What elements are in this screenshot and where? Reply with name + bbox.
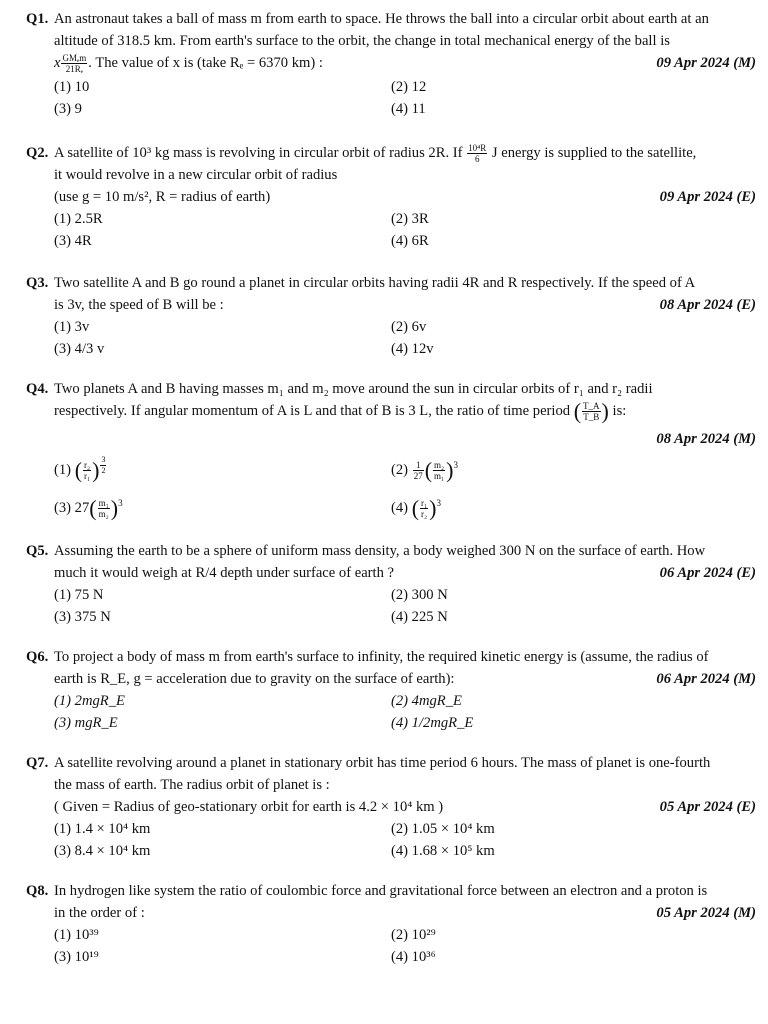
question-2 [26,142,756,252]
exam-date: 08 Apr 2024 (M) [656,431,756,447]
option-3[interactable]: (3) 8.4 × 10⁴ km [54,843,151,859]
exam-date: 09 Apr 2024 (M) [656,55,756,71]
fraction: $\frac{\text{GMₑm}}{\text{21Rₑ}}$ [62,53,87,75]
option-1[interactable]: (1) ( $\frac{\text{r₂}}{\text{r₁}}$ ) $^{\frac{3}{2}}$ [54,455,106,483]
option-1[interactable]: (1) 10 [54,79,90,95]
fraction: $\frac{T\_A}{T\_B}$ [583,401,600,423]
option-2[interactable]: (2) 10²⁹ [391,927,436,943]
option-2[interactable]: (2) 4mgR_E [391,693,462,709]
question-text: is 3v, the speed of B will be : [54,297,224,313]
question-text: Two satellite A and B go round a planet in circular orbits having radii 4R and R respectively. If the speed of A [54,275,696,291]
options [54,584,756,628]
option-2[interactable]: (2) 300 N [391,587,448,603]
question-text: To project a body of mass m from earth's surface to infinity, the required kinetic energy is (assume, the radius of [54,649,709,665]
options [54,924,756,970]
options [54,316,756,362]
question-text: In hydrogen like system the ratio of coulombic force and gravitational force between an electron and a proton is [54,883,708,899]
exam-date: 09 Apr 2024 (E) [659,189,756,206]
option-4[interactable]: (4) 10³⁶ [391,949,436,965]
question-text: earth is R_E, g = acceleration due to gravity on the surface of earth): [54,671,455,687]
options [54,690,756,736]
question-text: in the order of : [54,905,145,921]
exam-date: 06 Apr 2024 (E) [659,565,756,581]
option-1[interactable]: (1) 2mgR_E [54,693,125,709]
question-text: A satellite of 10³ kg mass is revolving in circular orbit of radius 2R. If [54,145,463,161]
option-3[interactable]: (3) mgR_E [54,715,118,731]
options [54,208,756,252]
question-text: Assuming the earth to be a sphere of uniform mass density, a body weighed 300 N on the surface of earth. How [54,543,706,559]
fraction: $\frac{\text{10⁴R}}{6}$ [468,143,487,165]
question-text: ( Given = Radius of geo-stationary orbit for earth is 4.2 × 10⁴ km ) [54,799,444,815]
question-6 [26,646,756,736]
question-number: Q8. [26,883,49,899]
option-3[interactable]: (3) 27( $\frac{\text{m₁}}{\text{m₂}}$ )$^3$ [54,495,123,521]
option-1[interactable]: (1) 1.4 × 10⁴ km [54,821,151,837]
option-2[interactable]: (2) 1.05 × 10⁴ km [391,821,495,837]
option-2[interactable]: (2) 3R [391,211,429,228]
question-8 [26,880,756,970]
option-3[interactable]: (3) 4R [54,233,92,250]
option-3[interactable]: (3) 4/3 v [54,341,105,357]
option-3[interactable]: (3) 10¹⁹ [54,949,99,965]
exam-date: 06 Apr 2024 (M) [656,671,756,687]
option-2[interactable]: (2) 12 [391,79,427,95]
option-2[interactable]: (2) 6v [391,319,427,335]
options [54,454,756,534]
question-number: Q6. [26,649,49,665]
question-text: Two planets A and B having masses m₁ and m₂ move around the sun in circular orbits of r₁ and r₂ radii [54,381,653,397]
question-7 [26,752,756,864]
question-number: Q1. [26,11,49,27]
question-text: altitude of 318.5 km. From earth's surface to the orbit, the change in total mechanical energy of the ball is [54,33,670,49]
question-1: Q1. An astronaut takes a ball of mass m from earth to space. He throws the ball into a circular orbit about earth at an altitude of 318.5 km. From earth's surface to the orbit, the change in total mechanical energy of the ball is x $\frac{\text{GMₑm}}{\text{21Rₑ}}$ . The value of x is (take Rₑ = 6370 km) : 09 Apr 2024 (M) (1) 10 (2) 12 (3) 9 (4) 11 [26,8,756,120]
question-number: Q5. [26,543,49,559]
option-4[interactable]: (4) 1/2mgR_E [391,715,474,731]
question-5 [26,540,756,628]
question-text: J energy is supplied to the satellite, [491,145,697,161]
option-2[interactable]: (2) $\frac{1}{27}$ ( $\frac{\text{m₂}}{\text{m₁}}$ )$^3$ [391,457,458,483]
question-text: it would revolve in a new circular orbit of radius [54,167,338,184]
question-text: the mass of earth. The radius orbit of planet is : [54,777,330,793]
question-4: Q4. Two planets A and B having masses m₁ and m₂ move around the sun in circular orbits of r₁ and r₂ radii respectively. If angular momentum of A is L and that of B is 3 L, the ratio of time period ( $\frac{T\_A}{T\_B}$ ) is: 08 Apr 2024 (M) (1) ( $\frac{\text{r₂}}{\text{r₁}}$ ) $^{\frac{3}{2}}$ (2) $\frac{1}{27}$ ( $\frac{\text{m₂}}{\text{m₁}}$ )$^3$ (3) 27( $\frac{\text{m₁}}{\text{m₂}}$ )$^3$ (4) ( $\frac{\text{r₁}}{\text{r₂}}$ )$^3$ [26,378,756,534]
question-text: respectively. If angular momentum of A is L and that of B is 3 L, the ratio of time period [54,403,571,419]
question-text: is: [612,403,627,419]
question-number: Q2. [26,145,49,161]
option-4[interactable]: (4) 12v [391,341,434,357]
options [54,76,756,120]
option-1[interactable]: (1) 75 N [54,587,104,603]
option-1[interactable]: (1) 10³⁹ [54,927,99,943]
option-3[interactable]: (3) 375 N [54,609,111,625]
option-4[interactable]: (4) 6R [391,233,429,250]
question-text: (use g = 10 m/s², R = radius of earth) [54,189,271,206]
option-1[interactable]: (1) 2.5R [54,211,103,228]
exam-date: 05 Apr 2024 (E) [659,799,756,815]
option-4[interactable]: (4) 1.68 × 10⁵ km [391,843,495,859]
question-number: Q4. [26,381,49,397]
option-4[interactable]: (4) 225 N [391,609,448,625]
option-1[interactable]: (1) 3v [54,319,90,335]
question-3 [26,272,756,362]
question-text: much it would weigh at R/4 depth under surface of earth ? [54,565,395,581]
options [54,818,756,864]
option-3[interactable]: (3) 9 [54,101,82,117]
exam-date: 08 Apr 2024 (E) [659,297,756,313]
option-4[interactable]: (4) 11 [391,101,426,117]
question-number: Q3. [26,275,49,291]
exam-date: 05 Apr 2024 (M) [656,905,756,921]
question-text: . The value of x is (take Rₑ = 6370 km) : [88,55,323,71]
question-number: Q7. [26,755,49,771]
question-text: An astronaut takes a ball of mass m from earth to space. He throws the ball into a circular orbit about earth at an [54,11,709,27]
option-4[interactable]: (4) ( $\frac{\text{r₁}}{\text{r₂}}$ )$^3$ [391,495,441,521]
question-text: A satellite revolving around a planet in stationary orbit has time period 6 hours. The mass of planet is one-fourth [54,755,711,771]
